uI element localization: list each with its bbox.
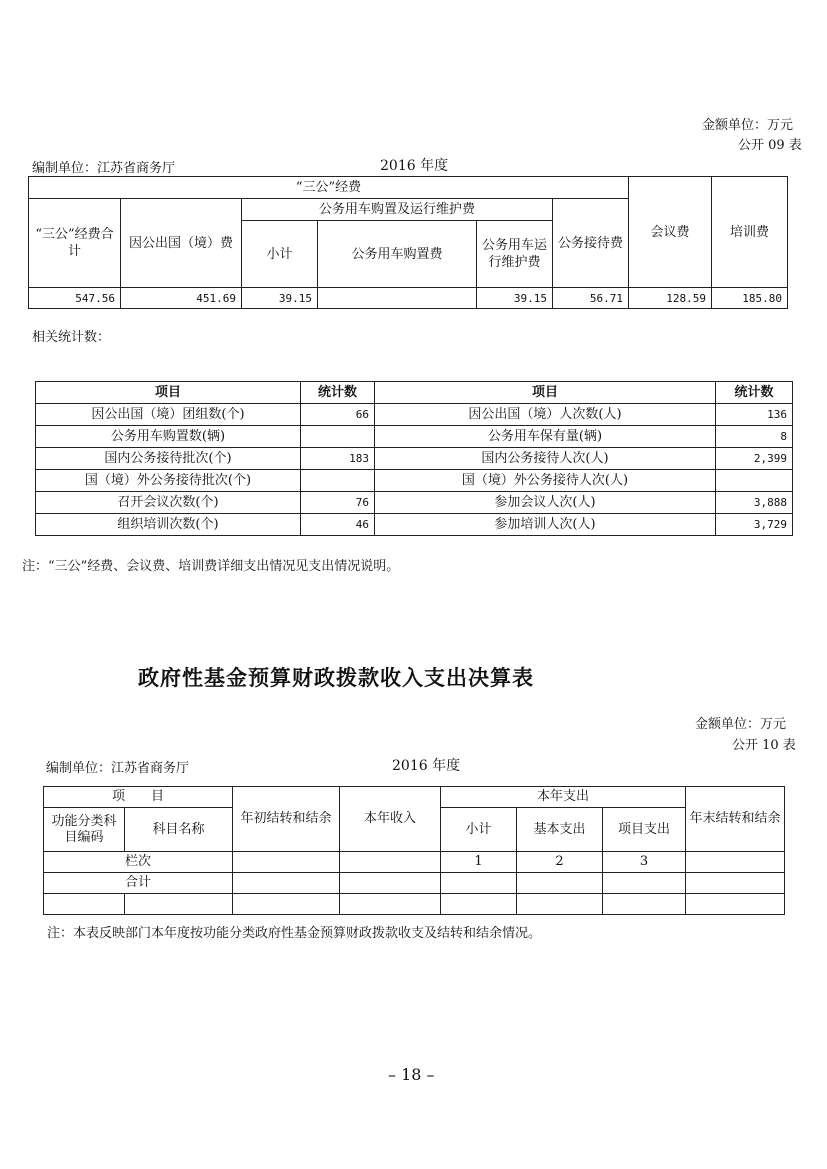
unit-label-1: 金额单位：万元 (702, 118, 794, 133)
header-vehicle-purchase: 公务用车购置费 (318, 221, 477, 288)
header-begin-balance: 年初结转和结余 (233, 787, 340, 852)
cell-empty (603, 894, 686, 915)
table-row (36, 492, 793, 514)
row-label-column-no: 栏次 (44, 852, 233, 873)
stats-header-item-right: 项目 (375, 382, 716, 404)
stats-header-item-left: 项目 (36, 382, 301, 404)
note-2: 注：本表反映部门本年度按功能分类政府性基金预算财政拨款收支及结转和结余情况。 (47, 926, 542, 941)
stats-right-item: 因公出国（境）人次数(人) (375, 404, 716, 426)
table-row (44, 894, 785, 915)
header-reception: 公务接待费 (553, 199, 629, 288)
header-three-public: “三公”经费 (29, 177, 629, 199)
column-number: 1 (441, 852, 517, 873)
related-stats-table (35, 381, 793, 536)
stats-left-item: 国（境）外公务接待批次(个) (36, 470, 301, 492)
cell-empty (686, 852, 785, 873)
header-training: 培训费 (712, 177, 788, 288)
cell-empty (340, 894, 441, 915)
header-name: 科目名称 (125, 808, 233, 852)
cell-empty (340, 852, 441, 873)
stats-left-count: 66 (301, 404, 375, 426)
header-end-balance: 年末结转和结余 (686, 787, 785, 852)
header-subtotal: 小计 (242, 221, 318, 288)
table-row (44, 873, 785, 894)
stats-left-item: 公务用车购置数(辆) (36, 426, 301, 448)
value-reception: 56.71 (553, 288, 629, 309)
header-abroad: 因公出国（境）费 (121, 199, 242, 288)
table-number-2: 公开 10 表 (732, 738, 796, 753)
cell-empty (125, 894, 233, 915)
header-income: 本年收入 (340, 787, 441, 852)
cell-empty (686, 873, 785, 894)
stats-left-count: 183 (301, 448, 375, 470)
value-abroad: 451.69 (121, 288, 242, 309)
stats-right-item: 参加培训人次(人) (375, 514, 716, 536)
related-stats-label: 相关统计数： (32, 330, 111, 345)
stats-right-item: 参加会议人次(人) (375, 492, 716, 514)
page-title: 政府性基金预算财政拨款收入支出决算表 (138, 665, 534, 690)
stats-right-count (716, 470, 793, 492)
cell-empty (686, 894, 785, 915)
cell-empty (233, 873, 340, 894)
column-number: 2 (517, 852, 603, 873)
stats-header-count-right: 统计数 (716, 382, 793, 404)
stats-left-count (301, 426, 375, 448)
value-subtotal: 39.15 (242, 288, 318, 309)
cell-empty (517, 873, 603, 894)
row-label-total: 合计 (44, 873, 233, 894)
header-project: 项目支出 (603, 808, 686, 852)
value-meeting: 128.59 (629, 288, 712, 309)
column-number: 3 (603, 852, 686, 873)
gov-fund-table (43, 786, 785, 915)
cell-empty (44, 894, 125, 915)
cell-empty (233, 852, 340, 873)
header-code: 功能分类科目编码 (44, 808, 125, 852)
header-basic: 基本支出 (517, 808, 603, 852)
table-row (44, 852, 785, 873)
stats-left-item: 召开会议次数(个) (36, 492, 301, 514)
stats-right-item: 国（境）外公务接待人次(人) (375, 470, 716, 492)
stats-right-count: 8 (716, 426, 793, 448)
stats-header-count-left: 统计数 (301, 382, 375, 404)
header-total: “三公”经费合计 (29, 199, 121, 288)
value-total: 547.56 (29, 288, 121, 309)
header-expense: 本年支出 (441, 787, 686, 808)
year-label-1: 2016 年度 (380, 158, 449, 174)
cell-empty (441, 894, 517, 915)
cell-empty (603, 873, 686, 894)
header-vehicle-running: 公务用车运行维护费 (477, 221, 553, 288)
header-subtotal: 小计 (441, 808, 517, 852)
table-number-1: 公开 09 表 (738, 138, 802, 153)
stats-right-count: 3,729 (716, 514, 793, 536)
value-vehicle-purchase (318, 288, 477, 309)
table-row (36, 448, 793, 470)
header-vehicle-group: 公务用车购置及运行维护费 (242, 199, 553, 221)
stats-left-item: 国内公务接待批次(个) (36, 448, 301, 470)
value-training: 185.80 (712, 288, 788, 309)
stats-left-count (301, 470, 375, 492)
table-row (29, 288, 788, 309)
cell-empty (517, 894, 603, 915)
stats-right-item: 国内公务接待人次(人) (375, 448, 716, 470)
org-label-2: 编制单位：江苏省商务厅 (46, 761, 190, 776)
table-row (36, 514, 793, 536)
cell-empty (441, 873, 517, 894)
header-meeting: 会议费 (629, 177, 712, 288)
table-row (36, 404, 793, 426)
table-row (36, 426, 793, 448)
unit-label-2: 金额单位：万元 (695, 717, 787, 732)
cell-empty (340, 873, 441, 894)
stats-right-count: 136 (716, 404, 793, 426)
org-label-1: 编制单位：江苏省商务厅 (32, 161, 176, 176)
stats-left-count: 76 (301, 492, 375, 514)
stats-right-count: 2,399 (716, 448, 793, 470)
page-number: – 18 – (388, 1065, 435, 1084)
stats-right-item: 公务用车保有量(辆) (375, 426, 716, 448)
note-1: 注：“三公”经费、会议费、培训费详细支出情况见支出情况说明。 (22, 559, 400, 574)
stats-left-item: 因公出国（境）团组数(个) (36, 404, 301, 426)
stats-right-count: 3,888 (716, 492, 793, 514)
year-label-2: 2016 年度 (392, 758, 461, 774)
cell-empty (233, 894, 340, 915)
value-vehicle-running: 39.15 (477, 288, 553, 309)
stats-left-count: 46 (301, 514, 375, 536)
table-row (36, 470, 793, 492)
three-public-expense-table (28, 176, 788, 309)
stats-left-item: 组织培训次数(个) (36, 514, 301, 536)
header-item: 项 目 (44, 787, 233, 808)
